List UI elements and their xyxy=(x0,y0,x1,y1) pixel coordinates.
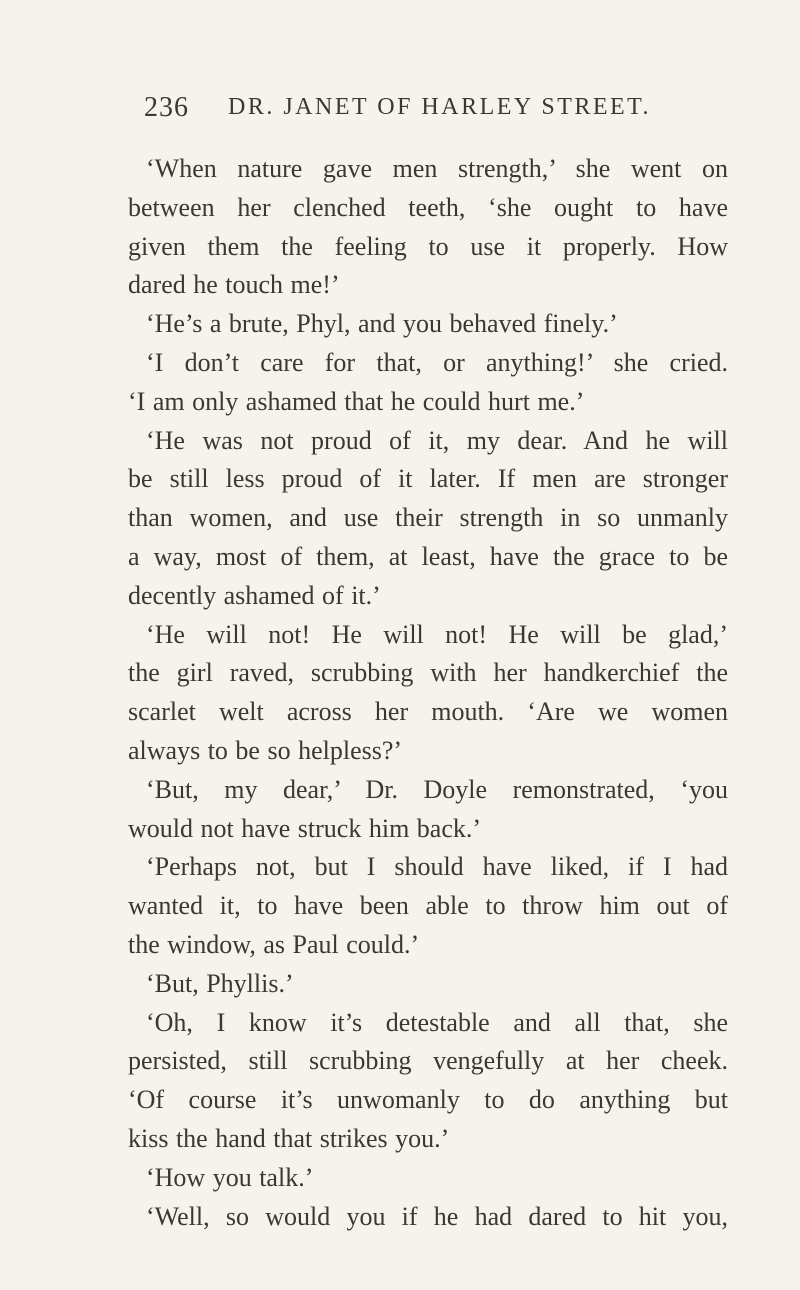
text-line: ‘He will not! He will not! He will be glad,’ xyxy=(146,619,728,649)
text-line: scarlet welt across her mouth. ‘Are we women xyxy=(128,697,728,727)
text-line: kiss the hand that strikes you.’ xyxy=(128,1123,450,1153)
text-line: the girl raved, scrubbing with her handkerchief the xyxy=(128,658,728,688)
text-line: ‘Perhaps not, but I should have liked, if I had xyxy=(146,852,728,882)
body-text xyxy=(128,150,728,1236)
text-line: persisted, still scrubbing vengefully at her cheek. xyxy=(128,1046,728,1076)
text-line: decently ashamed of it.’ xyxy=(128,580,381,610)
text-line: ‘But, Phyllis.’ xyxy=(146,968,294,998)
text-line: wanted it, to have been able to throw him out of xyxy=(128,891,728,921)
text-line: ‘He’s a brute, Phyl, and you behaved finely.’ xyxy=(146,309,618,339)
text-line: ‘When nature gave men strength,’ she went on xyxy=(146,154,728,183)
text-line: ‘Of course it’s unwomanly to do anything but xyxy=(128,1085,728,1115)
text-line: the window, as Paul could.’ xyxy=(128,929,420,959)
text-line: a way, most of them, at least, have the grace to be xyxy=(128,541,728,571)
text-line: between her clenched teeth, ‘she ought to have xyxy=(128,192,728,222)
text-line: ‘But, my dear,’ Dr. Doyle remonstrated, ‘you xyxy=(146,774,728,804)
text-line: would not have struck him back.’ xyxy=(128,813,482,843)
text-line: ‘Well, so would you if he had dared to hit you, xyxy=(146,1201,728,1231)
text-line: always to be so helpless?’ xyxy=(128,735,403,765)
text-line: ‘Oh, I know it’s detestable and all that, she xyxy=(146,1007,728,1037)
text-line: dared he touch me!’ xyxy=(128,270,340,300)
running-head xyxy=(144,92,744,132)
text-line: ‘I am only ashamed that he could hurt me.’ xyxy=(128,386,585,416)
text-line: be still less proud of it later. If men are stronger xyxy=(128,464,728,494)
text-line: ‘I don’t care for that, or anything!’ she cried. xyxy=(146,347,728,377)
text-line: ‘He was not proud of it, my dear. And he will xyxy=(146,425,728,455)
text-line: than women, and use their strength in so unmanly xyxy=(128,503,728,533)
page-number: 236 xyxy=(144,92,189,123)
running-title: DR. JANET OF HARLEY STREET. xyxy=(228,94,652,120)
text-line: given them the feeling to use it properly. How xyxy=(128,231,728,261)
text-line: ‘How you talk.’ xyxy=(146,1162,314,1192)
